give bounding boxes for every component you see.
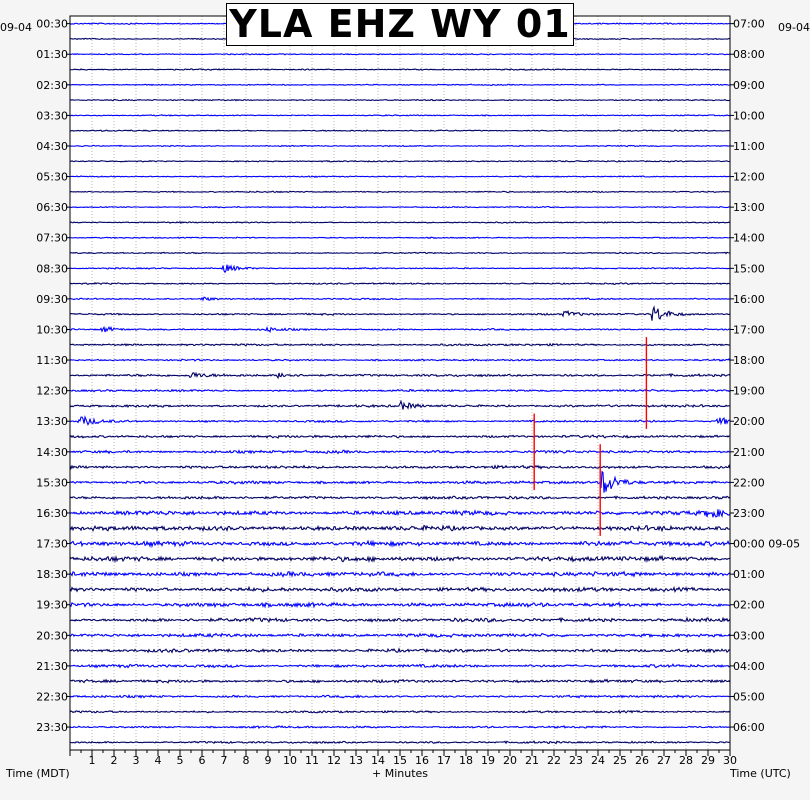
right-time-label: 11:00: [733, 139, 765, 153]
x-tick-label: 4: [154, 754, 162, 767]
right-time-label: 10:00: [733, 109, 765, 123]
left-time-label: 17:30: [36, 537, 68, 551]
left-time-label: 19:30: [36, 598, 68, 612]
x-axis-label: + Minutes: [372, 767, 429, 780]
x-tick-label: 21: [525, 754, 539, 767]
left-time-label: 01:30: [36, 48, 68, 62]
x-tick-label: 2: [110, 754, 118, 767]
right-time-label: 04:00: [733, 659, 765, 673]
x-tick-label: 17: [437, 754, 451, 767]
x-tick-label: 25: [613, 754, 627, 767]
x-tick-label: 30: [723, 754, 737, 767]
right-time-label: 02:00: [733, 598, 765, 612]
x-tick-label: 28: [679, 754, 693, 767]
right-time-label: 06:00: [733, 721, 765, 735]
right-time-label: 15:00: [733, 262, 765, 276]
x-tick-label: 26: [635, 754, 649, 767]
left-time-label: 21:30: [36, 659, 68, 673]
chart-title: YLA EHZ WY 01: [226, 3, 574, 46]
right-time-label: 12:00: [733, 170, 765, 184]
left-axis-label: Time (MDT): [6, 767, 70, 780]
x-tick-label: 12: [327, 754, 341, 767]
left-time-label: 08:30: [36, 262, 68, 276]
x-tick-label: 3: [132, 754, 140, 767]
right-time-label: 20:00: [733, 415, 765, 429]
right-time-label: 03:00: [733, 629, 765, 643]
x-tick-label: 13: [349, 754, 363, 767]
x-tick-label: 11: [305, 754, 319, 767]
x-tick-label: 24: [591, 754, 605, 767]
left-time-label: 03:30: [36, 109, 68, 123]
x-tick-label: 6: [198, 754, 206, 767]
right-time-label: 23:00: [733, 506, 765, 520]
right-time-label: 08:00: [733, 48, 765, 62]
left-time-label: 16:30: [36, 506, 68, 520]
date-start-label: 09-04: [0, 21, 32, 34]
x-tick-label: 8: [242, 754, 250, 767]
right-time-label: 00:00 09-05: [733, 537, 801, 551]
x-tick-label: 23: [569, 754, 583, 767]
right-time-label: 01:00: [733, 568, 765, 582]
right-time-label: 05:00: [733, 690, 765, 704]
right-time-label: 22:00: [733, 476, 765, 490]
left-time-label: 22:30: [36, 690, 68, 704]
right-time-label: 21:00: [733, 445, 765, 459]
left-time-label: 13:30: [36, 415, 68, 429]
date-end-label: 09-04: [778, 21, 810, 34]
x-tick-label: 10: [283, 754, 297, 767]
right-time-label: 14:00: [733, 231, 765, 245]
x-tick-label: 29: [701, 754, 715, 767]
right-time-label: 18:00: [733, 354, 765, 368]
right-time-label: 19:00: [733, 384, 765, 398]
x-tick-label: 1: [88, 754, 96, 767]
x-tick-label: 14: [371, 754, 385, 767]
left-time-label: 18:30: [36, 568, 68, 582]
x-tick-label: 19: [481, 754, 495, 767]
left-time-label: 02:30: [36, 78, 68, 92]
x-tick-label: 7: [220, 754, 228, 767]
left-time-label: 20:30: [36, 629, 68, 643]
left-time-label: 00:30: [36, 17, 68, 31]
left-time-label: 04:30: [36, 139, 68, 153]
right-axis-label: Time (UTC): [730, 767, 791, 780]
x-tick-label: 9: [264, 754, 272, 767]
right-time-label: 09:00: [733, 78, 765, 92]
x-tick-label: 16: [415, 754, 429, 767]
left-time-label: 10:30: [36, 323, 68, 337]
left-time-label: 14:30: [36, 445, 68, 459]
left-time-label: 06:30: [36, 201, 68, 215]
left-time-label: 07:30: [36, 231, 68, 245]
x-tick-label: 22: [547, 754, 561, 767]
left-time-label: 23:30: [36, 721, 68, 735]
right-time-label: 16:00: [733, 292, 765, 306]
x-tick-label: 15: [393, 754, 407, 767]
left-time-label: 05:30: [36, 170, 68, 184]
x-tick-label: 27: [657, 754, 671, 767]
right-time-label: 13:00: [733, 201, 765, 215]
left-time-label: 12:30: [36, 384, 68, 398]
x-tick-label: 20: [503, 754, 517, 767]
right-time-label: 17:00: [733, 323, 765, 337]
right-time-label: 07:00: [733, 17, 765, 31]
x-tick-label: 5: [176, 754, 184, 767]
x-tick-label: 18: [459, 754, 473, 767]
left-time-label: 15:30: [36, 476, 68, 490]
left-time-label: 11:30: [36, 354, 68, 368]
left-time-label: 09:30: [36, 292, 68, 306]
